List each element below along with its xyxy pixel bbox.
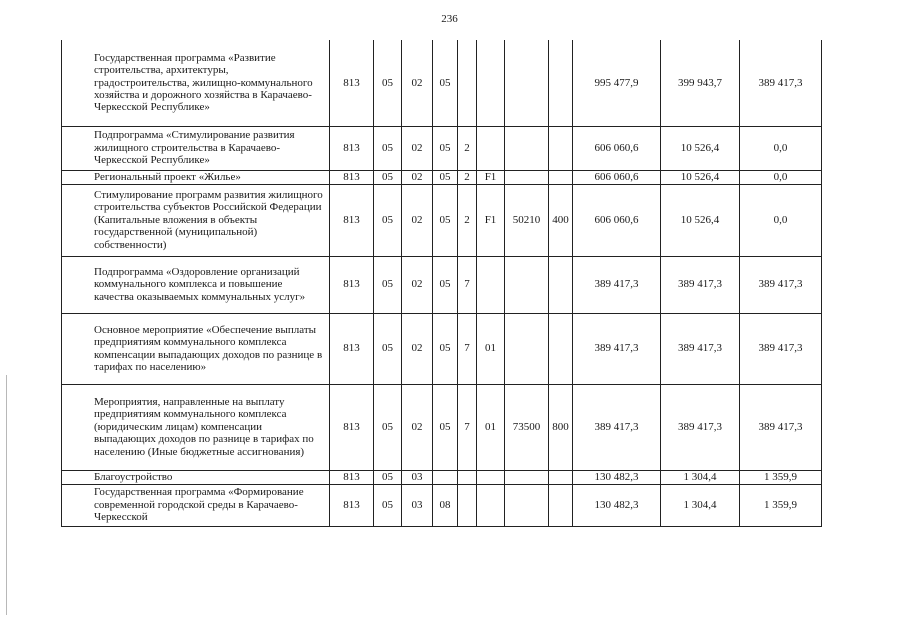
- amount-year-2: 389 417,3: [661, 313, 740, 384]
- expense-type-code: [549, 170, 573, 184]
- direction-code: [505, 484, 549, 526]
- row-name: Основное мероприятие «Обеспечение выплаты предприятиям коммунального комплекса компенсации выпадающих доходов по разнице в тарифах по населению»: [62, 313, 330, 384]
- ministry-code: 813: [330, 170, 374, 184]
- table-row: [62, 384, 822, 470]
- amount-year-1: 389 417,3: [573, 384, 661, 470]
- amount-year-1: 130 482,3: [573, 484, 661, 526]
- table-row: [62, 470, 822, 484]
- section-code: 05: [374, 126, 402, 170]
- expense-type-code: [549, 470, 573, 484]
- subprogram-code: [458, 484, 477, 526]
- section-code: 05: [374, 40, 402, 126]
- amount-year-1: 389 417,3: [573, 313, 661, 384]
- subsection-code: 02: [402, 256, 433, 313]
- amount-year-3: 389 417,3: [740, 40, 822, 126]
- scan-edge-mark: [6, 375, 7, 615]
- ministry-code: 813: [330, 470, 374, 484]
- program-code: [433, 470, 458, 484]
- table-row: [62, 126, 822, 170]
- page-number: 236: [441, 13, 458, 25]
- ministry-code: 813: [330, 184, 374, 256]
- direction-code: [505, 170, 549, 184]
- direction-code: [505, 470, 549, 484]
- ministry-code: 813: [330, 126, 374, 170]
- budget-table: [61, 40, 822, 527]
- subprogram-code: 7: [458, 384, 477, 470]
- amount-year-3: 1 359,9: [740, 470, 822, 484]
- program-code: 05: [433, 184, 458, 256]
- subsection-code: 02: [402, 170, 433, 184]
- project-code: [477, 40, 505, 126]
- program-code: 05: [433, 40, 458, 126]
- section-code: 05: [374, 470, 402, 484]
- subprogram-code: 2: [458, 126, 477, 170]
- direction-code: 73500: [505, 384, 549, 470]
- direction-code: [505, 313, 549, 384]
- table-row: [62, 40, 822, 126]
- table-row: [62, 170, 822, 184]
- ministry-code: 813: [330, 384, 374, 470]
- section-code: 05: [374, 256, 402, 313]
- amount-year-3: 0,0: [740, 170, 822, 184]
- expense-type-code: [549, 256, 573, 313]
- amount-year-1: 389 417,3: [573, 256, 661, 313]
- subprogram-code: 7: [458, 313, 477, 384]
- amount-year-2: 1 304,4: [661, 484, 740, 526]
- section-code: 05: [374, 384, 402, 470]
- subprogram-code: 2: [458, 184, 477, 256]
- row-name: Государственная программа «Формирование современной городской среды в Карачаево-Черкесской: [62, 484, 330, 526]
- section-code: 05: [374, 484, 402, 526]
- program-code: 05: [433, 256, 458, 313]
- project-code: F1: [477, 170, 505, 184]
- amount-year-2: 10 526,4: [661, 126, 740, 170]
- program-code: 05: [433, 170, 458, 184]
- row-name: Благоустройство: [62, 470, 330, 484]
- amount-year-1: 606 060,6: [573, 126, 661, 170]
- direction-code: [505, 126, 549, 170]
- section-code: 05: [374, 184, 402, 256]
- program-code: 05: [433, 384, 458, 470]
- table-row: [62, 184, 822, 256]
- amount-year-3: 389 417,3: [740, 256, 822, 313]
- project-code: 01: [477, 313, 505, 384]
- expense-type-code: [549, 126, 573, 170]
- ministry-code: 813: [330, 484, 374, 526]
- ministry-code: 813: [330, 256, 374, 313]
- row-name: Подпрограмма «Стимулирование развития жилищного строительства в Карачаево-Черкесской Республике»: [62, 126, 330, 170]
- subsection-code: 02: [402, 313, 433, 384]
- program-code: 08: [433, 484, 458, 526]
- project-code: [477, 126, 505, 170]
- amount-year-3: 0,0: [740, 126, 822, 170]
- amount-year-2: 1 304,4: [661, 470, 740, 484]
- expense-type-code: [549, 313, 573, 384]
- program-code: 05: [433, 126, 458, 170]
- amount-year-1: 606 060,6: [573, 184, 661, 256]
- project-code: [477, 256, 505, 313]
- table-row: [62, 256, 822, 313]
- amount-year-2: 10 526,4: [661, 184, 740, 256]
- subsection-code: 02: [402, 384, 433, 470]
- project-code: 01: [477, 384, 505, 470]
- amount-year-3: 389 417,3: [740, 384, 822, 470]
- project-code: [477, 470, 505, 484]
- subsection-code: 02: [402, 126, 433, 170]
- ministry-code: 813: [330, 313, 374, 384]
- amount-year-1: 130 482,3: [573, 470, 661, 484]
- amount-year-2: 399 943,7: [661, 40, 740, 126]
- section-code: 05: [374, 313, 402, 384]
- subsection-code: 02: [402, 40, 433, 126]
- expense-type-code: 400: [549, 184, 573, 256]
- amount-year-2: 10 526,4: [661, 170, 740, 184]
- subprogram-code: 7: [458, 256, 477, 313]
- amount-year-2: 389 417,3: [661, 256, 740, 313]
- row-name: Стимулирование программ развития жилищного строительства субъектов Российской Федерации (Капитальные вложения в объекты государственной (муниципальной) собственности): [62, 184, 330, 256]
- subprogram-code: 2: [458, 170, 477, 184]
- program-code: 05: [433, 313, 458, 384]
- row-name: Мероприятия, направленные на выплату предприятиям коммунального комплекса (юридическим лицам) компенсации выпадающих доходов по разнице в тарифах по населению (Иные бюджетные ассигнования): [62, 384, 330, 470]
- amount-year-1: 606 060,6: [573, 170, 661, 184]
- row-name: Подпрограмма «Оздоровление организаций коммунального комплекса и повышение качества оказываемых коммунальных услуг»: [62, 256, 330, 313]
- direction-code: [505, 40, 549, 126]
- section-code: 05: [374, 170, 402, 184]
- subprogram-code: [458, 470, 477, 484]
- amount-year-3: 0,0: [740, 184, 822, 256]
- row-name: Региональный проект «Жилье»: [62, 170, 330, 184]
- ministry-code: 813: [330, 40, 374, 126]
- amount-year-3: 1 359,9: [740, 484, 822, 526]
- amount-year-2: 389 417,3: [661, 384, 740, 470]
- expense-type-code: [549, 40, 573, 126]
- subsection-code: 03: [402, 470, 433, 484]
- amount-year-3: 389 417,3: [740, 313, 822, 384]
- direction-code: [505, 256, 549, 313]
- amount-year-1: 995 477,9: [573, 40, 661, 126]
- expense-type-code: [549, 484, 573, 526]
- subsection-code: 03: [402, 484, 433, 526]
- subsection-code: 02: [402, 184, 433, 256]
- project-code: F1: [477, 184, 505, 256]
- expense-type-code: 800: [549, 384, 573, 470]
- row-name: Государственная программа «Развитие строительства, архитектуры, градостроительства, жилищно-коммунального хозяйства и дорожного хозяйства в Карачаево-Черкесской Республике»: [62, 40, 330, 126]
- project-code: [477, 484, 505, 526]
- table-row: [62, 313, 822, 384]
- subprogram-code: [458, 40, 477, 126]
- table-row: [62, 484, 822, 526]
- direction-code: 50210: [505, 184, 549, 256]
